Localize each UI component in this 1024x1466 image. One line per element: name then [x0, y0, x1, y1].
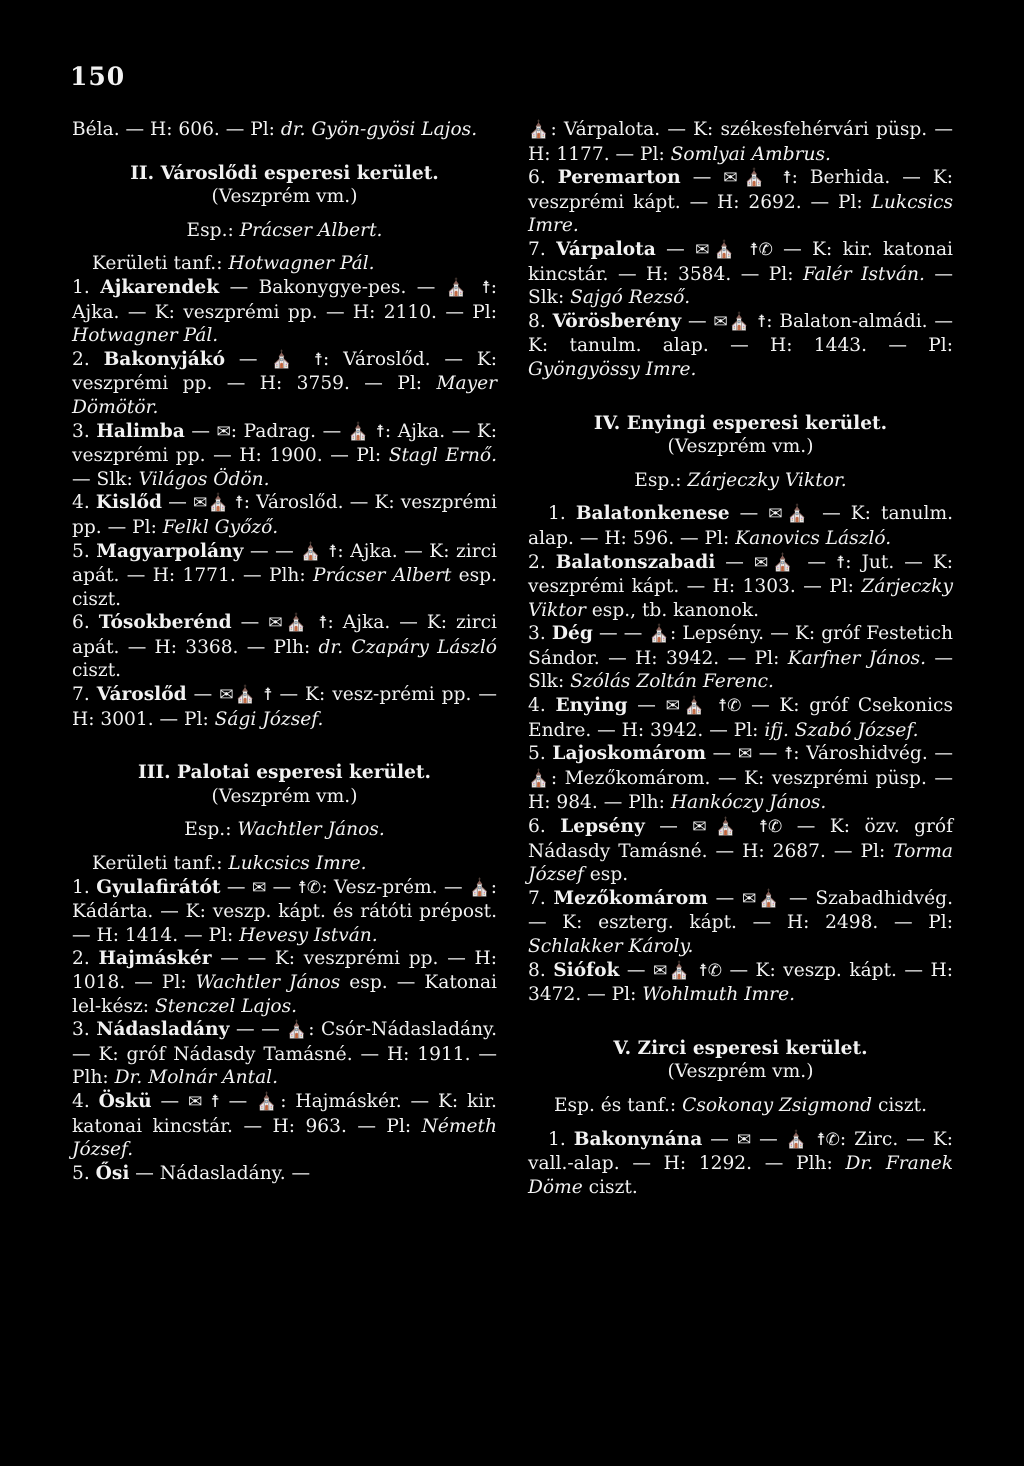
- continued-entry: Béla. — H: 606. — Pl: dr. Gyön-gyösi Lajos.: [72, 119, 478, 140]
- parish-entry: 2. Balatonszabadi — ✉⛪ — ☨: Jut. — K: veszprémi kápt. — H: 1303. — Pl: Zárjeczky Viktor esp., tb. kanonok.: [528, 551, 953, 621]
- parish-entry: 7. Mezőkomárom — ✉⛪ — Szabadhidvég. — K: eszterg. kápt. — H: 2498. — Pl: Schlakker Károly.: [528, 887, 953, 957]
- spacer: [528, 382, 953, 412]
- parish-entry: 3. Halimba — ✉: Padrag. — ⛪ ☨: Ajka. — K: veszprémi pp. — H: 1900. — Pl: Stagl Ernő. — Slk: Világos Ödön.: [72, 420, 498, 490]
- spacer: [72, 808, 497, 818]
- section-subline: Esp.: Wachtler János.: [184, 819, 385, 841]
- parish-entry: 4. Kislőd — ✉⛪ ☨: Városlőd. — K: veszprémi pp. — Pl: Felkl Győző.: [72, 492, 497, 538]
- parish-entry: 1. Ajkarendek — Bakonygye-pes. — ⛪ ☨: Ajka. — K: veszprémi pp. — H: 2110. — Pl: Hotwagner Pál.: [72, 276, 497, 347]
- spacer: [528, 1118, 953, 1128]
- left-column: [72, 118, 497, 1185]
- spacer: [528, 459, 953, 469]
- parish-entry: 4. Öskü — ✉ ☨ — ⛪: Hajmáskér. — K: kir. katonai kincstár. — H: 963. — Pl: Németh József.: [72, 1090, 497, 1161]
- parish-entry: 4. Enying — ✉⛪ ☨✆ — K: gróf Csekonics Endre. — H: 3942. — Pl: ifj. Szabó József.: [528, 695, 953, 741]
- spacer: [528, 492, 953, 502]
- spacer: [72, 242, 497, 252]
- parish-entry: 6. Lepsény — ✉⛪ ☨✆ — K: özv. gróf Nádasdy Tamásné. — H: 2687. — Pl: Torma József esp.: [528, 816, 954, 886]
- parish-entry: 5. Magyarpolány — — ⛪ ☨: Ajka. — K: zirci apát. — H: 1771. — Plh: Prácser Albert esp. ciszt.: [72, 540, 497, 610]
- section-subline: Esp.: Zárjeczky Viktor.: [634, 469, 847, 491]
- parish-entry: Kerületi tanf.: Hotwagner Pál.: [92, 253, 375, 275]
- spacer: [72, 209, 497, 219]
- section-subline: Esp. és tanf.: Csokonay Zsigmond ciszt.: [553, 1094, 928, 1116]
- section-subline: Esp.: Prácser Albert.: [186, 219, 383, 241]
- parish-entry: 8. Vörösberény — ✉⛪ ☨: Balaton-almádi. — K: tanulm. alap. — H: 1443. — Pl: Gyöngyössy Imre.: [528, 310, 953, 380]
- section-heading: III. Palotai esperesi kerület.: [138, 762, 431, 784]
- parish-entry: 1. Gyulafirátót — ✉ — ☨✆: Vesz-prém. — ⛪: Kádárta. — K: veszp. kápt. és rátóti prépost. — H: 1414. — Pl: Hevesy István.: [72, 876, 498, 946]
- section-subline: (Veszprém vm.): [211, 785, 358, 807]
- section-heading: II. Városlődi esperesi kerület.: [130, 162, 439, 184]
- parish-entry: 7. Városlőd — ✉⛪ ☨ — K: vesz-prémi pp. — H: 3001. — Pl: Sági József.: [72, 684, 497, 730]
- parish-entry: 7. Várpalota — ✉⛪ ☨✆ — K: kir. katonai kincstár. — H: 3584. — Pl: Falér István. — Slk: Sajgó Rezső.: [528, 238, 953, 309]
- section-heading: IV. Enyingi esperesi kerület.: [593, 412, 888, 434]
- right-column: [528, 118, 953, 1199]
- spacer: [528, 1084, 953, 1094]
- parish-entry: 1. Balatonkenese — ✉⛪ — K: tanulm. alap. — H: 596. — Pl: Kanovics László.: [528, 503, 953, 549]
- section-subline: (Veszprém vm.): [211, 186, 358, 208]
- parish-entry: 6. Tósokberénd — ✉⛪ ☨: Ajka. — K: zirci apát. — H: 3368. — Plh: dr. Czapáry László ciszt.: [72, 612, 497, 682]
- parish-entry: 6. Peremarton — ✉⛪ ☨: Berhida. — K: veszprémi kápt. — H: 2692. — Pl: Lukcsics Imre.: [528, 167, 953, 237]
- parish-entry: 8. Siófok — ✉⛪ ☨✆ — K: veszp. kápt. — H: 3472. — Pl: Wohlmuth Imre.: [528, 959, 953, 1006]
- page-number: 150: [70, 62, 126, 91]
- spacer: [72, 142, 497, 162]
- parish-entry: 3. Nádasladány — — ⛪: Csór-Nádasladány. — K: gróf Nádasdy Tamásné. — H: 1911. — Plh: Dr. Molnár Antal.: [72, 1019, 497, 1089]
- spacer: [528, 1007, 953, 1037]
- spacer: [72, 842, 497, 852]
- continued-entry: ⛪: Várpalota. — K: székesfehérvári püsp. — H: 1177. — Pl: Somlyai Ambrus.: [528, 119, 953, 165]
- parish-entry: 2. Hajmáskér — — K: veszprémi pp. — H: 1018. — Pl: Wachtler János esp. — Katonai lel-kész: Stenczel Lajos.: [72, 948, 497, 1017]
- section-heading: V. Zirci esperesi kerület.: [613, 1037, 868, 1059]
- spacer: [72, 731, 497, 761]
- parish-entry: 5. Ősi — Nádasladány. —: [72, 1162, 311, 1184]
- section-subline: (Veszprém vm.): [667, 436, 814, 458]
- parish-entry: 5. Lajoskomárom — ✉ — ☨: Városhidvég. — ⛪: Mezőkomárom. — K: veszprémi püsp. — H: 984. — Plh: Hankóczy János.: [528, 743, 954, 814]
- section-subline: (Veszprém vm.): [667, 1061, 814, 1083]
- parish-entry: 1. Bakonynána — ✉ — ⛪ ☨✆: Zirc. — K: vall.-alap. — H: 1292. — Plh: Dr. Franek Döme ciszt.: [528, 1128, 953, 1198]
- parish-entry: 2. Bakonyjákó — ⛪ ☨: Városlőd. — K: veszprémi pp. — H: 3759. — Pl: Mayer Dömötör.: [72, 348, 497, 418]
- parish-entry: 3. Dég — — ⛪: Lepsény. — K: gróf Festetich Sándor. — H: 3942. — Pl: Karfner János. — Slk: Szólás Zoltán Ferenc.: [528, 623, 954, 693]
- parish-entry: Kerületi tanf.: Lukcsics Imre.: [92, 853, 367, 875]
